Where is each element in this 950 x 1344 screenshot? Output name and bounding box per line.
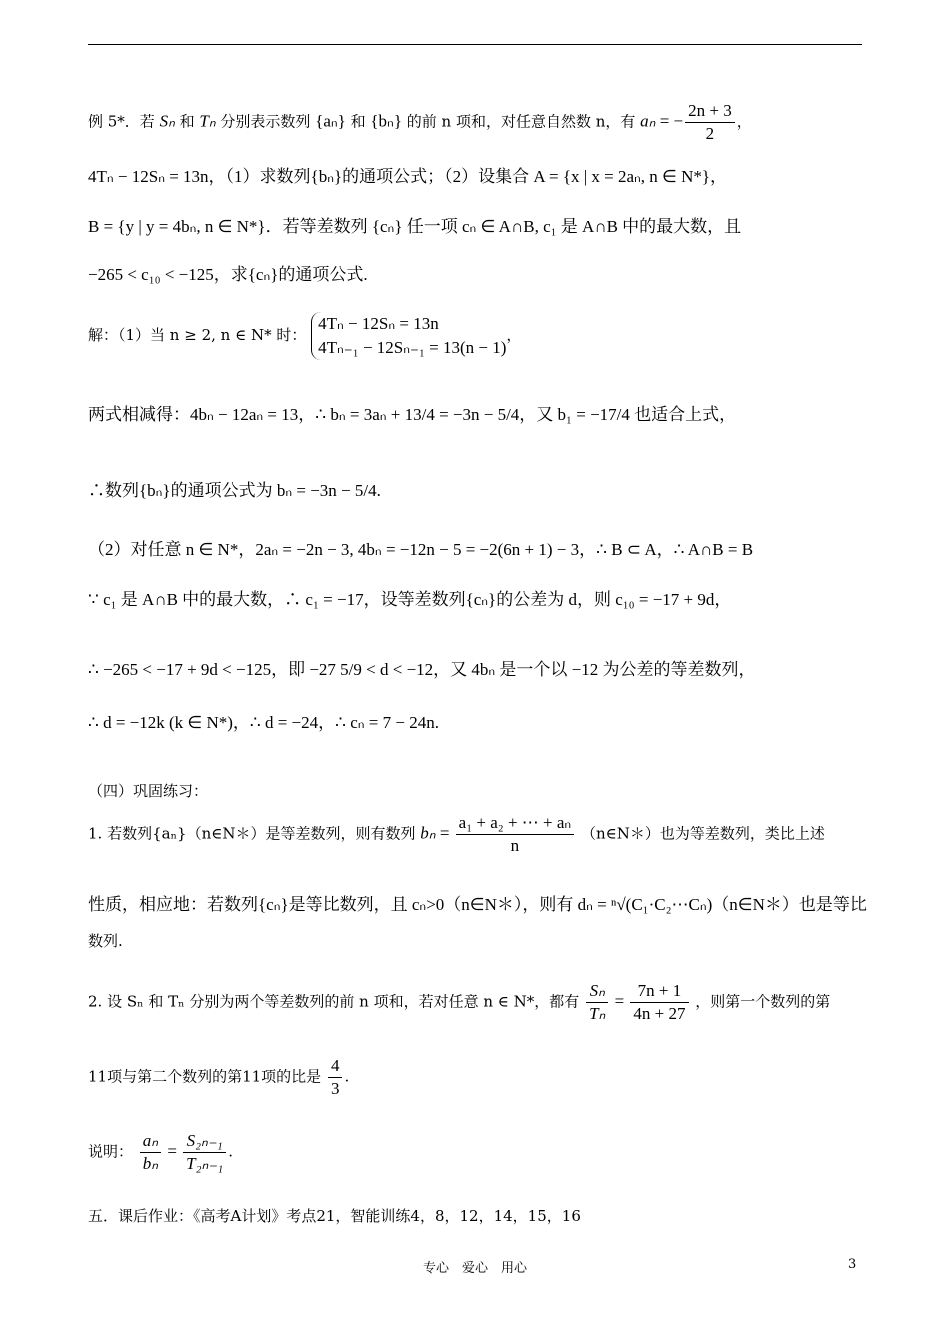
practice-item-1-end: 数列. [88,932,123,950]
practice-item-2: 2. 设 Sₙ 和 Tₙ 分别为两个等差数列的前 n 项和，若对任意 n ∈ N*，都有 $\frac{\text{Sₙ}}{\text{Tₙ}}$ = $\frac{7n + 1}{4n + 27}$ ，则第一个数列的第 [88,981,831,1023]
page-footer: 专心 爱心 用心 [422,1261,527,1276]
solution-line-7: ∴ d = −12k (k ∈ N*)，∴ d = −24，∴ cₙ = 7 − 24n. [88,713,439,732]
practice-item-1: 1. 若数列{aₙ}（n∈N＊）是等差数列，则有数列 bₙ = $\frac{\text{a₁ + a₂ + ⋯ + aₙ}}{n}$ （n∈N＊）也为等差数列，类比上述 [88,813,825,855]
practice-note: 说明： $\frac{\text{aₙ}}{\text{bₙ}}$ = $\frac{\text{S₂ₙ₋₁}}{\text{T₂ₙ₋₁}}$ . [88,1131,233,1173]
example-line-3: B = {y | y = 4bₙ, n ∈ N*}．若等差数列 {cₙ} 任一项 cₙ ∈ A∩B, c₁ 是 A∩B 中的最大数，且 [88,217,742,236]
solution-line-5: ∵ c₁ 是 A∩B 中的最大数，∴ c₁ = −17，设等差数列{cₙ}的公差为 d，则 c₁₀ = −17 + 9d， [88,590,732,609]
example-line-2: 4Tₙ − 12Sₙ = 13n，（1）求数列{bₙ}的通项公式；（2）设集合 A = {x | x = 2aₙ, n ∈ N*}， [88,167,728,186]
header-rule [88,44,862,45]
example-line-1: 例 5*．若 Sₙ 和 Tₙ 分别表示数列 {aₙ} 和 {bₙ} 的前 n 项和，对任意自然数 n，有 aₙ = − $\frac{2n + 3}{2}$ ， [88,101,752,143]
solution-line-2: 两式相减得：4bₙ − 12aₙ = 13，∴ bₙ = 3aₙ + 13/4 = −3n − 5/4，又 b₁ = −17/4 也适合上式， [88,405,737,424]
solution-line-4: （2）对任意 n ∈ N*，2aₙ = −2n − 3, 4bₙ = −12n − 5 = −2(6n + 1) − 3，∴ B ⊂ A，∴ A∩B = B [88,540,754,559]
solution-line-3: ∴数列{bₙ}的通项公式为 bₙ = −3n − 5/4. [88,481,381,500]
practice-item-2-cont: 11项与第二个数列的第11项的比是 $\frac{4}{3}$ . [88,1056,350,1098]
solution-line-6: ∴ −265 < −17 + 9d < −125，即 −27 5/9 < d < −12，又 4bₙ 是一个以 −12 为公差的等差数列， [88,660,756,679]
homework-line: 五．课后作业：《高考A计划》考点21，智能训练4，8，12，14，15，16 [88,1207,581,1225]
practice-item-1-cont: 性质，相应地：若数列{cₙ}是等比数列，且 cₙ>0（n∈N＊），则有 dₙ = ⁿ√(C₁·C₂⋯Cₙ)（n∈N＊）也是等比 [88,895,867,914]
solution-line-1: 解：（1）当 n ≥ 2, n ∈ N* 时： 4Tₙ − 12Sₙ = 13n 4Tₙ₋₁ − 12Sₙ₋₁ = 13(n − 1) ， [88,312,521,360]
practice-heading: （四）巩固练习： [88,782,209,800]
page-number: 3 [848,1257,857,1272]
example-line-4: −265 < c₁₀ < −125，求{cₙ}的通项公式. [88,265,368,284]
equation-system: 4Tₙ − 12Sₙ = 13n 4Tₙ₋₁ − 12Sₙ₋₁ = 13(n − 1) [311,312,506,360]
